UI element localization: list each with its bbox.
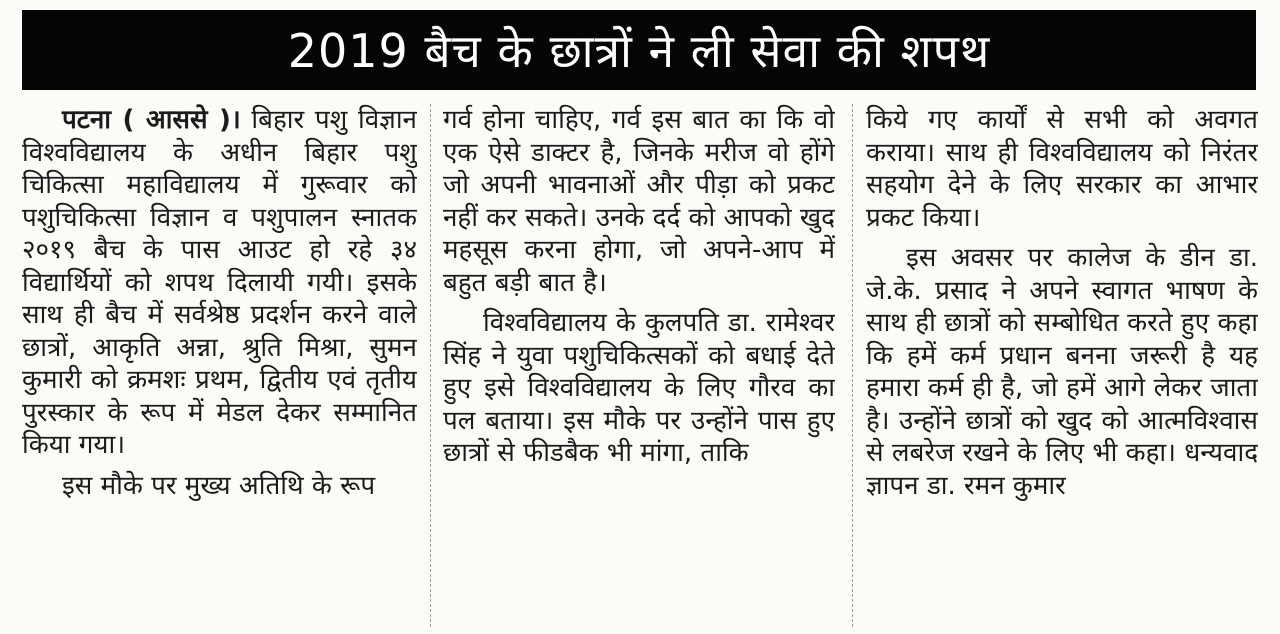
paragraph: किये गए कार्यों से सभी को अवगत कराया। साथ ही विश्वविद्यालय को निरंतर सहयोग देने के लिए सरकार का आभार प्रकट किया। (866, 105, 1258, 233)
paragraph: इस अवसर पर कालेज के डीन डा. जे.के. प्रसाद ने अपने स्वागत भाषण के साथ ही छात्रों को सम्बोधित करते हुए कहा कि हमें कर्म प्रधान बनना जरूरी है यह हमारा कर्म ही है, जो हमें आगे लेकर जाता है। उन्होंने छात्रों को खुद को आत्मविश्वास से लबरेज रखने के लिए भी कहा। धन्यवाद ज्ञापन डा. रमन कुमार (866, 243, 1258, 501)
paragraph-text: बिहार पशु विज्ञान विश्वविद्यालय के अधीन बिहार पशु चिकित्सा महाविद्यालय में गुरूवार को पशुचिकित्सा विज्ञान व पशुपालन स्नातक २०१९ बैच के पास आउट हो रहे ३४ विद्यार्थियों को शपथ दिलायी गयी। इसके साथ ही बैच में सर्वश्रेष्ठ प्रदर्शन करने वाले छात्रों, आकृति अन्ना, श्रुति मिश्रा, सुमन कुमारी को क्रमशः प्रथम, द्वितीय एवं तृतीय पुरस्कार के रूप में मेडल देकर सम्मानित किया गया। (22, 105, 417, 460)
headline-banner (22, 10, 1256, 90)
paragraph: गर्व होना चाहिए, गर्व इस बात का कि वो एक ऐसे डाक्टर है, जिनके मरीज वो होंगे जो अपनी भावनाओं और पीड़ा को प्रकट नहीं कर सकते। उनके दर्द को आपको खुद महसूस करना होगा, जो अपने-आप में बहुत बड़ी बात है। (443, 105, 835, 298)
column-divider (430, 104, 431, 627)
dateline: पटना ( आससे )। (62, 105, 241, 135)
article-column-3 (866, 104, 1258, 634)
headline: 2019 बैच के छात्रों ने ली सेवा की शपथ (287, 24, 991, 78)
paragraph: विश्वविद्यालय के कुलपति डा. रामेश्वर सिंह ने युवा पशुचिकित्सकों को बधाई देते हुए इसे विश्वविद्यालय के लिए गौरव का पल बताया। इस मौके पर उन्होंने पास हुए छात्रों से फीडबैक भी मांगा, ताकि (443, 308, 835, 468)
article-column-1 (22, 104, 417, 634)
column-divider (852, 104, 853, 627)
paragraph (22, 104, 417, 462)
article-column-2 (443, 104, 835, 634)
paragraph: इस मौके पर मुख्य अतिथि के रूप (62, 470, 376, 501)
